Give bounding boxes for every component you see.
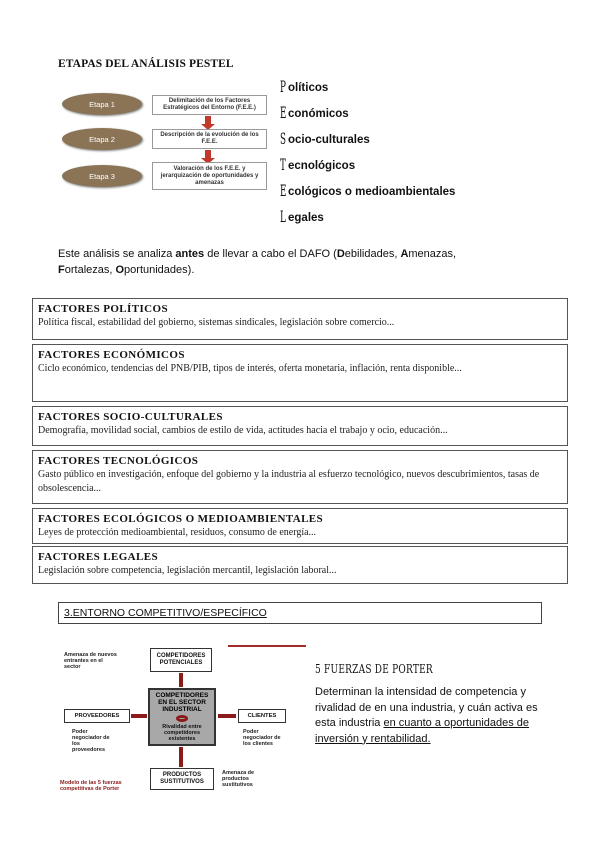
section-3-header: 3.ENTORNO COMPETITIVO/ESPECÍFICO: [58, 602, 542, 624]
arrow-down-icon: [205, 150, 211, 158]
pestel-rest: cológicos o medioambientales: [288, 186, 456, 198]
factor-box-economicos: [32, 344, 568, 402]
arrow-left-icon: [218, 714, 236, 718]
pestel-rest: egales: [288, 212, 324, 224]
factor-title: FACTORES LEGALES: [38, 551, 158, 563]
pestel-item-legales: [280, 207, 324, 226]
stage-1-box: Delimitación de los Factores Estratégicos del Entorno (F.E.E.): [152, 95, 267, 115]
factor-box-ecologicos: [32, 508, 568, 544]
factor-description: Leyes de protección medioambiental, residuos, consumo de energía...: [38, 527, 317, 538]
pestel-initial: S: [280, 129, 287, 148]
factor-title: FACTORES ECONÓMICOS: [38, 349, 185, 361]
substitute-products-box: PRODUCTOS SUSTITUTIVOS: [150, 768, 214, 790]
factor-description: Legislación sobre competencia, legislación mercantil, legislación laboral...: [38, 565, 337, 576]
customer-power-note: Poder negociador de los clientes: [243, 729, 281, 747]
pestel-item-socioculturales: [280, 129, 370, 148]
industry-competitors-box: [148, 688, 216, 746]
pestel-rest: ecnológicos: [288, 160, 356, 172]
rivalry-circle-icon: [176, 715, 188, 722]
factor-title: FACTORES SOCIO-CULTURALES: [38, 411, 223, 423]
suppliers-box: PROVEEDORES: [64, 709, 130, 723]
pestel-initial: L: [280, 207, 286, 226]
factor-title: FACTORES TECNOLÓGICOS: [38, 455, 199, 467]
substitutes-note: Amenaza de productos sustitutivos: [222, 770, 255, 788]
factor-box-socioculturales: [32, 406, 568, 446]
stage-1-label: Etapa 1: [62, 93, 142, 115]
factor-title: FACTORES ECOLÓGICOS O MEDIOAMBIENTALES: [38, 513, 324, 525]
arrow-up-icon: [179, 747, 183, 767]
porter-diagram: [58, 646, 308, 794]
industry-label: COMPETIDORES EN EL SECTOR INDUSTRIAL: [155, 692, 209, 713]
pestel-initial: E: [280, 181, 287, 200]
stage-2-label: Etapa 2: [62, 128, 142, 150]
intro-paragraph: Este análisis se analiza antes de llevar a cabo el DAFO (Debilidades, Amenazas, Fortalezas, Oportunidades).: [58, 248, 457, 276]
supplier-power-note: Poder negociador de los proveedores: [72, 729, 110, 753]
pestel-initial: P: [280, 77, 286, 96]
pestel-rest: olíticos: [288, 82, 329, 94]
pestel-item-tecnologicos: [280, 155, 356, 174]
pestel-item-politicos: [280, 77, 329, 96]
new-entrants-note: Amenaza de nuevos entrantes en el sector: [64, 652, 117, 670]
stage-3-box: Valoración de los F.E.E. y jerarquización de oportunidades y amenazas: [152, 162, 267, 190]
factor-title: FACTORES POLÍTICOS: [38, 303, 168, 315]
pestel-initial: T: [280, 155, 286, 174]
arrow-down-icon: [205, 116, 211, 124]
porter-description: Determinan la intensidad de competencia y rivalidad de en una industria, y cuán activa es esta industria en cuanto a oportunidades de inversión y rentabilidad.: [315, 686, 538, 745]
rivalry-label: Rivalidad entre competidores existentes: [162, 724, 202, 742]
diagram-caption: Modelo de las 5 fuerzas competitivas de Porter: [60, 780, 122, 792]
pestel-item-ecologicos: [280, 181, 456, 200]
potential-competitors-box: COMPETIDORES POTENCIALES: [150, 648, 212, 672]
customers-box: CLIENTES: [238, 709, 286, 723]
factor-box-tecnologicos: [32, 450, 568, 504]
factor-description: Ciclo económico, tendencias del PNB/PIB, tipos de interés, oferta monetaria, inflación, renta disponible...: [38, 363, 462, 374]
pestel-initial: E: [280, 103, 287, 122]
factor-description: Política fiscal, estabilidad del gobierno, sistemas sindicales, legislación sobre comercio...: [38, 317, 395, 328]
factor-box-legales: [32, 546, 568, 584]
pestel-item-economicos: [280, 103, 349, 122]
arrow-right-icon: [131, 714, 147, 718]
factor-box-politicos: [32, 298, 568, 340]
factor-description: Gasto público en investigación, enfoque del gobierno y la industria al esfuerzo tecnológico, nuevos descubrimientos, tasas de obsolescencia...: [38, 469, 540, 494]
document-title: ETAPAS DEL ANÁLISIS PESTEL: [58, 58, 234, 70]
pestel-rest: conómicos: [288, 108, 349, 120]
pestel-rest: ocio-culturales: [288, 134, 370, 146]
stage-3-label: Etapa 3: [62, 165, 142, 187]
porter-title: 5 FUERZAS DE PORTER: [315, 662, 433, 676]
factor-description: Demografía, movilidad social, cambios de estilo de vida, actitudes hacia el trabajo y ocio, educación...: [38, 425, 448, 436]
arrow-down-icon: [179, 673, 183, 687]
stage-2-box: Descripción de la evolución de los F.E.E.: [152, 129, 267, 149]
